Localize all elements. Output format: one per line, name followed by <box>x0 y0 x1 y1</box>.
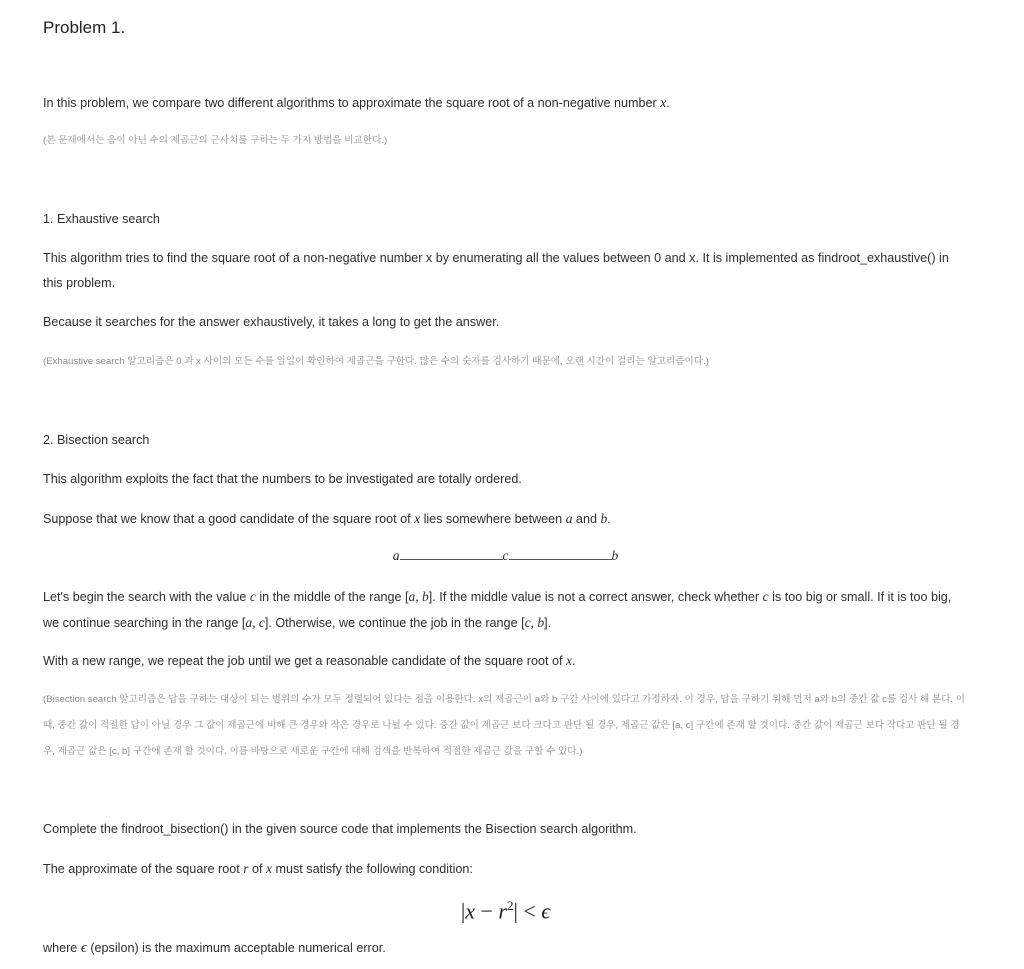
bisection-paragraph-2: Suppose that we know that a good candidate of the square root of x lies somewhere between a and b. <box>43 511 611 526</box>
range-label-c: c <box>502 548 509 563</box>
bisection-heading: 2. Bisection search <box>43 433 150 447</box>
task-paragraph-3: where ϵ (epsilon) is the maximum acceptable numerical error. <box>43 940 386 956</box>
page-title: Problem 1. <box>43 18 126 37</box>
range-diagram <box>43 548 968 564</box>
intro-paragraph: In this problem, we compare two different algorithms to approximate the square root of a non-negative number x. <box>43 95 670 110</box>
task-paragraph-1: Complete the findroot_bisection() in the given source code that implements the Bisection search algorithm. <box>43 822 637 836</box>
bisection-korean: (Bisection search 알고리즘은 답을 구하는 대상이 되는 범위의 수가 모두 정렬되어 있다는 점을 이용한다. x의 제곱근이 a와 b 구간 사이에 있다고 가정하자. 이 경우, 답을 구하기 위해 먼저 a와 b의 중간 값 c를 검사 해 본다. 이 때, 중간 값이 적절한 답이 아닐 경우 그 값이 제곱근에 비해 큰 경우와 작은 경우로 나뉠 수 있다. 중간 값이 제곱근 보다 크다고 판단 될 경우, 제곱근 값은 [a, c] 구간에 존재 할 것이다. 중간 값이 제곱근 보다 작다고 판단 될 경우, 제곱근 값은 [c, b] 구간에 존재 할 것이다. 이를 바탕으로 새로운 구간에 대해 검색을 반복하여 적절한 제곱근 값을 구할 수 있다.) <box>43 694 966 757</box>
range-segment-right <box>509 558 612 560</box>
error-condition-formula: $|x - r^2| < \epsilon$ <box>460 898 551 924</box>
exhaustive-paragraph-2: Because it searches for the answer exhaustively, it takes a long to get the answer. <box>43 315 500 329</box>
range-segment-left <box>400 558 503 560</box>
exhaustive-korean: (Exhaustive search 알고리즘은 0 과 x 사이의 모든 수를 일일이 확인하여 제곱근을 구한다. 많은 수의 숫자를 검사하기 때문에, 오랜 시간이 걸리는 알고리즘이다.) <box>43 356 709 367</box>
bisection-paragraph-1: This algorithm exploits the fact that the numbers to be investigated are totally ordered. <box>43 472 522 486</box>
bisection-paragraph-4: With a new range, we repeat the job until we get a reasonable candidate of the square root of x. <box>43 653 576 668</box>
exhaustive-paragraph-1: This algorithm tries to find the square root of a non-negative number x by enumerating all the values between 0 and x. It is implemented as findroot_exhaustive() in this problem. <box>43 251 949 290</box>
intro-korean: (본 문제에서는 음이 아닌 수의 제곱근의 근사치를 구하는 두 가지 방법을 비교한다.) <box>43 135 388 146</box>
exhaustive-heading: 1. Exhaustive search <box>43 212 160 226</box>
task-paragraph-2: The approximate of the square root r of x must satisfy the following condition: <box>43 861 473 876</box>
bisection-paragraph-3: Let's begin the search with the value c in the middle of the range [a, b]. If the middle value is not a correct answer, check whether c is too big or small. If it is too big, we continue searching in the range [a, c]. Otherwise, we continue the job in the range [c, b]. <box>43 589 952 630</box>
range-label-b: b <box>611 548 619 563</box>
range-label-a: a <box>392 548 400 563</box>
